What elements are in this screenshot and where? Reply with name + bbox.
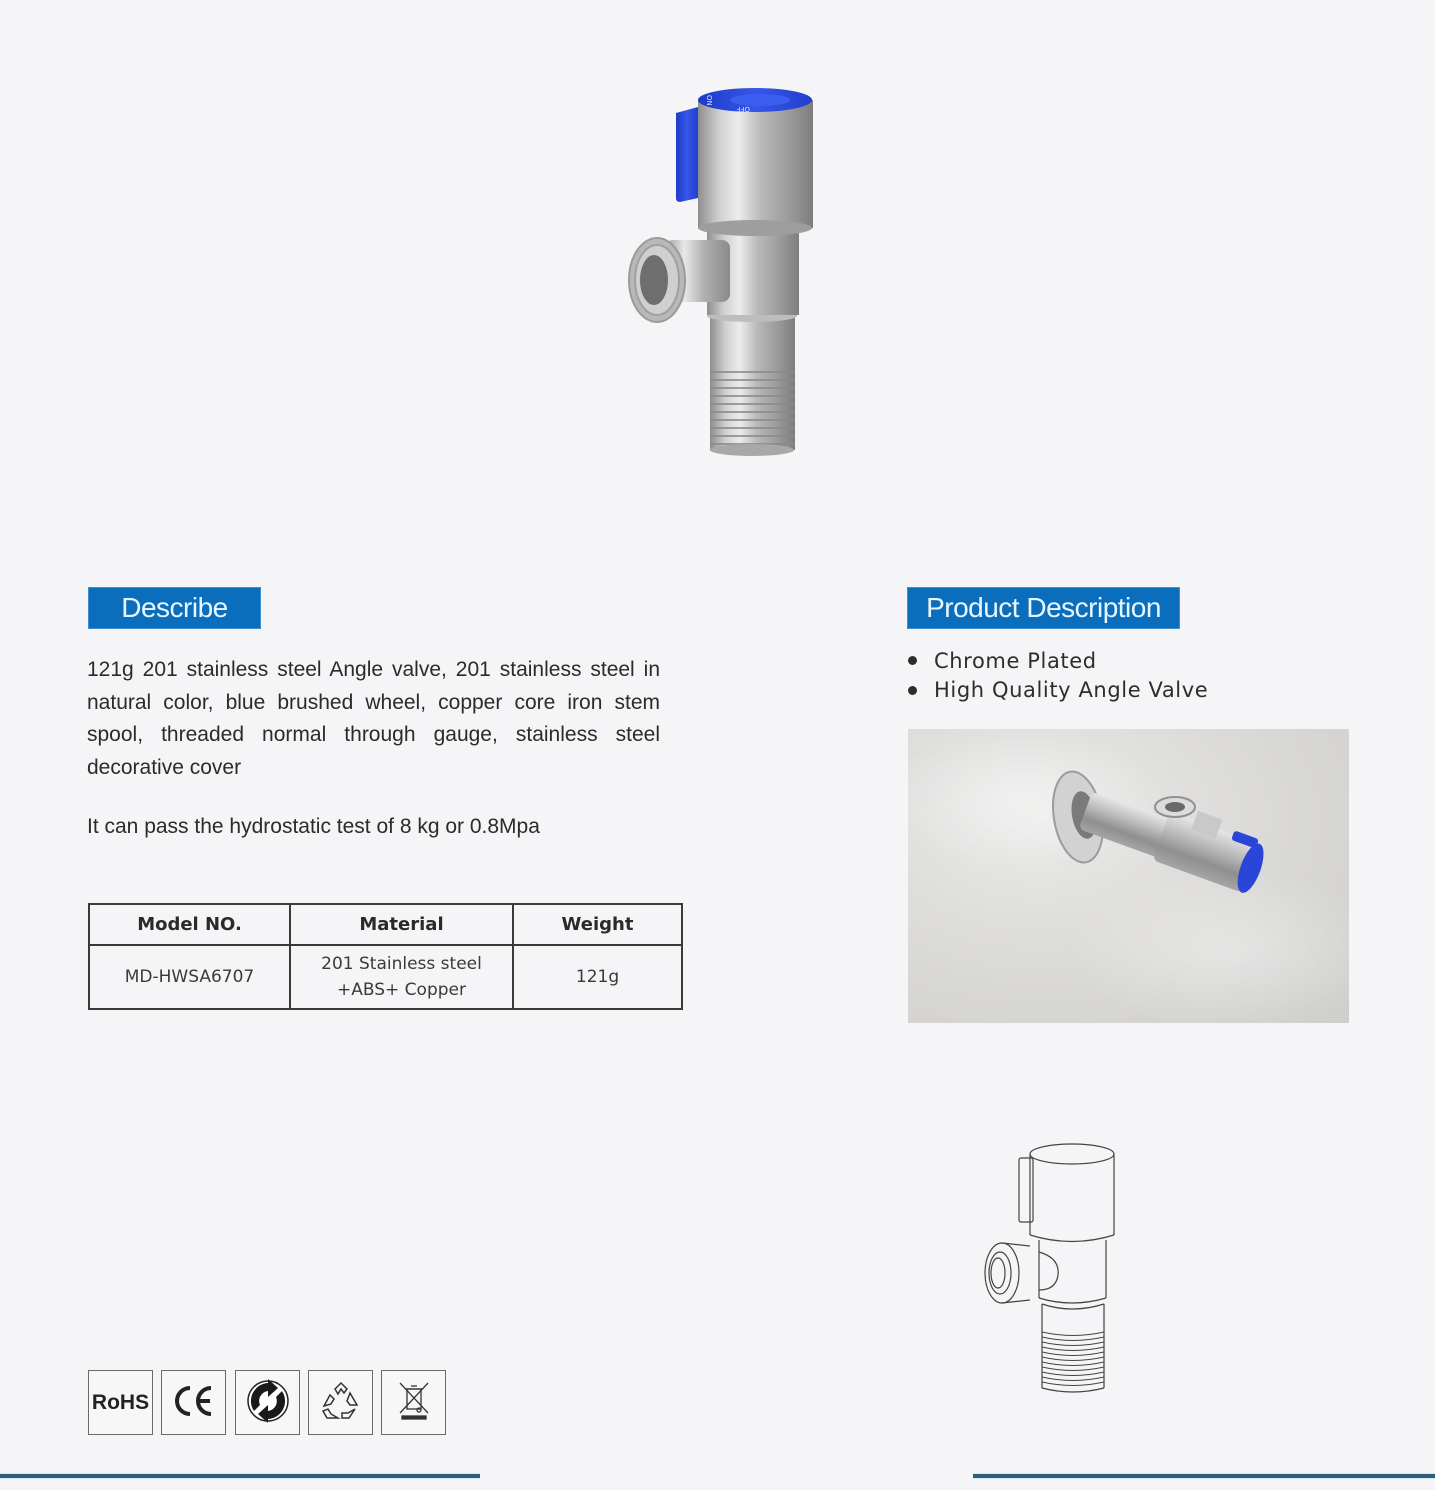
ce-mark-badge xyxy=(161,1370,226,1435)
bullet-icon xyxy=(908,686,917,695)
footer-divider-left xyxy=(0,1474,480,1478)
cell-material xyxy=(290,945,513,1009)
describe-heading: Describe xyxy=(89,588,260,628)
ce-mark-icon xyxy=(173,1385,215,1421)
spec-table xyxy=(88,903,683,1010)
describe-paragraph: 121g 201 stainless steel Angle valve, 201 stainless steel in natural color, blue brushed wheel, copper core iron stem spool, threaded normal through gauge, stainless steel decorative cover xyxy=(87,658,660,779)
rohs-icon: RoHS xyxy=(91,1390,150,1414)
green-dot-icon xyxy=(246,1379,290,1427)
list-item xyxy=(906,646,1208,676)
green-dot-badge xyxy=(235,1370,300,1435)
table-row xyxy=(89,945,682,1009)
hydrostatic-test-note: It can pass the hydrostatic test of 8 kg or 0.8Mpa xyxy=(87,815,540,838)
svg-text:OFF: OFF xyxy=(736,105,750,113)
installed-valve-photo xyxy=(908,729,1349,1023)
valve-line-drawing xyxy=(980,1140,1130,1400)
bullet-icon xyxy=(908,656,917,665)
cell-model-no: MD-HWSA6707 xyxy=(89,945,290,1009)
header-material: Material xyxy=(290,904,513,945)
material-line-1: 201 Stainless steel xyxy=(321,954,482,974)
cell-weight: 121g xyxy=(513,945,682,1009)
product-description-heading: Product Description xyxy=(908,588,1179,628)
recycle-icon xyxy=(320,1381,362,1425)
rohs-badge xyxy=(88,1370,153,1435)
svg-text:ON: ON xyxy=(705,95,713,106)
footer-divider-right xyxy=(973,1474,1435,1478)
weee-crossed-bin-icon xyxy=(397,1381,431,1425)
recycle-badge xyxy=(308,1370,373,1435)
feature-label: High Quality Angle Valve xyxy=(934,678,1209,703)
hero-product-image xyxy=(610,80,840,465)
header-model-no: Model NO. xyxy=(89,904,290,945)
weee-badge xyxy=(381,1370,446,1435)
list-item xyxy=(906,676,1208,706)
header-weight: Weight xyxy=(513,904,682,945)
feature-label: Chrome Plated xyxy=(934,648,1097,673)
spec-table-header-row xyxy=(89,904,682,945)
material-line-2: +ABS+ Copper xyxy=(337,980,466,1000)
feature-list xyxy=(906,646,1208,705)
